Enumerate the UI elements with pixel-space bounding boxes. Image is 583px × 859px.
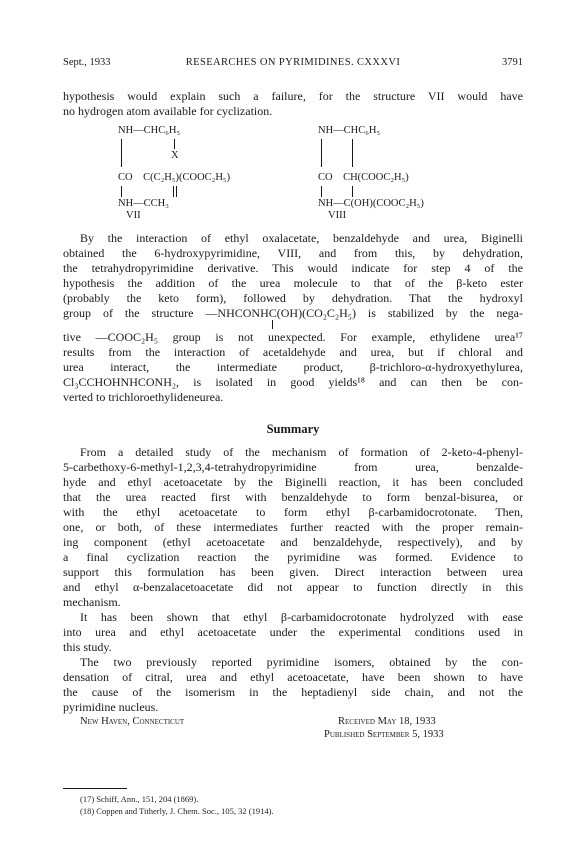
paragraph1-line: urea interact, the intermediate product, β-trichloro-α-hydroxyethylurea, xyxy=(63,360,523,374)
paragraph1-line: results from the interaction of acetaldehyde and urea, but if chloral and xyxy=(63,345,523,359)
summary-line: 5-carbethoxy-6-methyl-1,2,3,4-tetrahydropyrimidine from urea, benzalde- xyxy=(63,460,523,474)
viii-row-1: NH—CHC₆H₅ xyxy=(318,125,381,136)
vii-double-bond-b xyxy=(176,186,177,197)
header-title: RESEARCHES ON PYRIMIDINES. CXXXVI xyxy=(185,57,401,68)
paragraph1-line: hypothesis the addition of the urea molecule to that of the β-keto ester xyxy=(63,276,523,290)
viii-bond-right xyxy=(352,139,353,167)
author-location: New Haven, Connecticut xyxy=(80,716,185,727)
footnote-18: (18) Coppen and Titherly, J. Chem. Soc., 105, 32 (1914). xyxy=(80,806,274,816)
vii-row-3: CO C(C₂H₅)(COOC₂H₅) xyxy=(118,172,231,183)
paragraph1-line: the tetrahydropyrimidine derivative. This would indicate for step 4 of the xyxy=(63,261,523,275)
paragraph1-line: tive —COOC₂H₅ group is not unexpected. For example, ethylidene urea¹⁷ xyxy=(63,330,523,344)
viii-bond-lower-right xyxy=(352,186,353,197)
summary-line: into urea and ethyl acetoacetate under the experimental conditions used in xyxy=(63,625,523,639)
footnote-rule xyxy=(63,788,127,789)
published-date: Published September 5, 1933 xyxy=(324,729,444,740)
header-date: Sept., 1933 xyxy=(63,57,111,68)
paragraph1-line: obtained the 6-hydroxypyrimidine, VIII, and from this, by dehydration, xyxy=(63,246,523,260)
vii-double-bond-a xyxy=(173,186,174,197)
vii-row-4: NH—CCH₃ xyxy=(118,198,169,209)
vii-bond-lower-left xyxy=(121,186,122,197)
paragraph1-line: group of the structure —NHCONHC(OH)(CO₂C₂H₅) is stabilized by the nega- xyxy=(63,306,523,320)
summary-heading: Summary xyxy=(266,422,320,436)
viii-label: VIII xyxy=(328,210,347,221)
summary-line: this study. xyxy=(63,640,112,654)
running-header xyxy=(63,57,523,71)
structure-bond-mark xyxy=(272,320,273,329)
summary-line: support this formulation has been given. Direct interaction between urea xyxy=(63,565,523,579)
summary-line: hyde and ethyl acetoacetate by the Biginelli reaction, it has been concluded xyxy=(63,475,523,489)
summary-line: mechanism. xyxy=(63,595,121,609)
summary-line: with the ethyl acetoacetate to form ethyl β-carbamidocrotonate. Then, xyxy=(63,505,523,519)
vii-bond-top xyxy=(174,139,175,149)
summary-line: a final cyclization reaction the pyrimidine was formed. Evidence to xyxy=(63,550,523,564)
viii-bond-left xyxy=(321,139,322,167)
summary-line: densation of citral, urea and ethyl acetoacetate, have been shown to have xyxy=(63,670,523,684)
summary-line: The two previously reported pyrimidine isomers, obtained by the con- xyxy=(80,655,523,669)
summary-line: one, or both, of these intermediates further reacted with the proper remain- xyxy=(63,520,523,534)
summary-line: ing component (ethyl acetoacetate and benzaldehyde, respectively), and by xyxy=(63,535,523,549)
viii-row-3: CO CH(COOC₂H₅) xyxy=(318,172,409,183)
summary-line: It has been shown that ethyl β-carbamidocrotonate hydrolyzed with ease xyxy=(80,610,523,624)
footnote-17: (17) Schiff, Ann., 151, 204 (1869). xyxy=(80,794,199,804)
header-page-number: 3791 xyxy=(502,57,523,68)
paragraph1-line: (probably the keto form), followed by dehydration. That the hydroxyl xyxy=(63,291,523,305)
vii-label: VII xyxy=(126,210,141,221)
viii-bond-lower-left xyxy=(321,186,322,197)
vii-row-2: X xyxy=(171,150,179,161)
viii-row-4: NH—C(OH)(COOC₂H₅) xyxy=(318,198,424,209)
paragraph1-line: verted to trichloroethylideneurea. xyxy=(63,390,224,404)
summary-line: the cause of the isomerism in the heptadienyl side chain, and not the xyxy=(63,685,523,699)
intro-line-1: hypothesis would explain such a failure, for the structure VII would have xyxy=(63,89,523,103)
summary-line: that the urea reacted first with benzaldehyde to form benzal-bisurea, or xyxy=(63,490,523,504)
paragraph1-line: Cl₃CCHOHNHCONH₂, is isolated in good yields¹⁸ and can then be con- xyxy=(63,375,523,389)
summary-line: and ethyl α-benzalacetoacetate did not appear to function directly in this xyxy=(63,580,523,594)
received-date: Received May 18, 1933 xyxy=(338,716,436,727)
summary-line: pyrimidine nucleus. xyxy=(63,700,159,714)
vii-bond-left xyxy=(121,139,122,167)
summary-line: From a detailed study of the mechanism of formation of 2-keto-4-phenyl- xyxy=(80,445,523,459)
vii-row-1: NH—CHC₆H₅ xyxy=(118,125,181,136)
intro-line-2: no hydrogen atom available for cyclization. xyxy=(63,104,273,118)
paragraph1-line: By the interaction of ethyl oxalacetate, benzaldehyde and urea, Biginelli xyxy=(80,231,523,245)
